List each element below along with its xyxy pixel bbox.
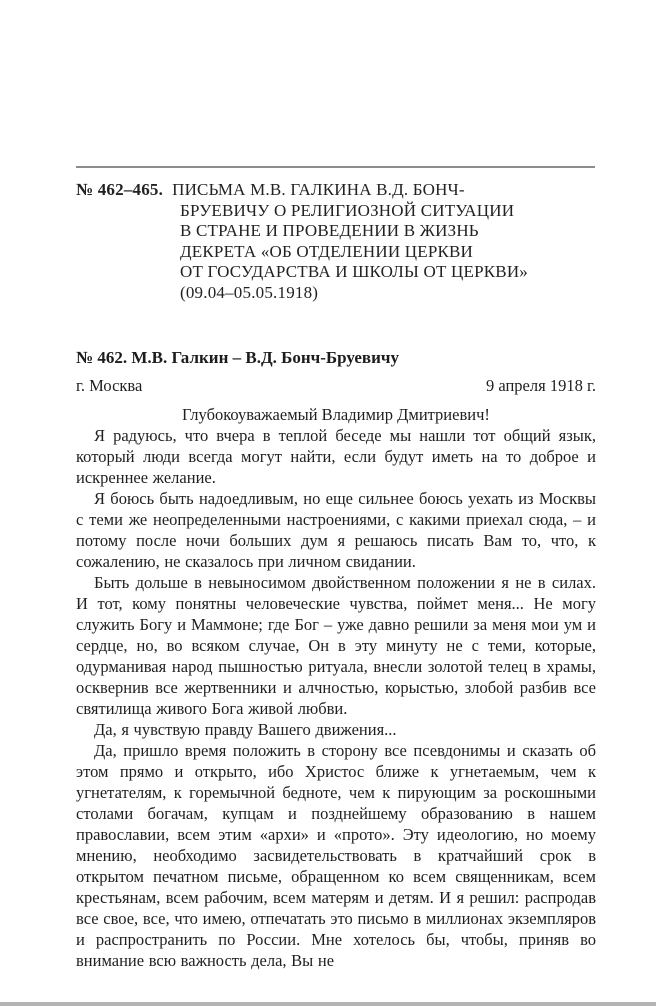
page-content bbox=[76, 0, 596, 971]
letter-paragraph: Да, я чувствую правду Вашего движения... bbox=[94, 720, 397, 739]
letter-paragraph: Да, пришло время положить в сторону все псевдонимы и сказать об этом прямо и открыто, ибо Христос ближе к угнетаемым, чем к угнетателям, к горемычной бедноте, чем к пирующим за роскошными столами богачам, купцам и позднейшему образованию в нашем православии, всем этим «архи» и «прото». Эту идеологию, но моему мнению, необходимо засвидетельствовать в кратчайший срок в открытом печатном письме, обращенном ко всем священникам, всем крестьянам, всем рабочим, всем матерям и детям. И я решил: распродав все свое, все, что имею, отпечатать это письмо в миллионах экземпляров и распространить по России. Мне хотелось бы, чтобы, приняв во внимание всю важность дела, Вы не bbox=[76, 741, 596, 970]
letter-heading: № 462. М.В. Галкин – В.Д. Бонч-Бруевичу bbox=[76, 348, 399, 367]
document-title-line: БРУЕВИЧУ О РЕЛИГИОЗНОЙ СИТУАЦИИ bbox=[180, 200, 515, 220]
section-divider-rule bbox=[76, 166, 595, 168]
document-title-line: В СТРАНЕ И ПРОВЕДЕНИИ В ЖИЗНЬ bbox=[180, 221, 479, 240]
document-date-range: (09.04–05.05.1918) bbox=[180, 282, 319, 302]
letter-dateline bbox=[76, 375, 596, 396]
document-header-line bbox=[76, 180, 596, 201]
letter-date: 9 апреля 1918 г. bbox=[486, 376, 596, 395]
page-bottom-edge bbox=[0, 1002, 656, 1006]
document-number: № 462–465. bbox=[76, 180, 164, 199]
document-title-line: ОТ ГОСУДАРСТВА И ШКОЛЫ ОТ ЦЕРКВИ» bbox=[180, 262, 528, 281]
letter-salutation: Глубокоуважаемый Владимир Дмитриевич! bbox=[182, 405, 490, 424]
letter-body bbox=[76, 425, 596, 971]
document-title-line: ПИСЬМА М.В. ГАЛКИНА В.Д. БОНЧ- bbox=[172, 180, 465, 199]
letter-paragraph: Быть дольше в невыносимом двойственном положении я не в силах. И тот, кому понятны человеческие чувства, поймет меня... Не могу служить Богу и Маммоне; где Бог – уже давно решили за меня мои ум и сердце, но, во всяком случае, Он в эту минуту не с теми, которые, одурманивая народ пышностью ритуала, внесли золотой телец в храмы, осквернив все жертвенники и алчностью, корыстью, злобой разбив все святилища живого Бога живой любви. bbox=[76, 573, 596, 718]
letter-paragraph: Я боюсь быть надоедливым, но еще сильнее боюсь уехать из Москвы с теми же неопределенными настроениями, с какими приехал сюда, – и потому после ночи больших дум я решаюсь писать Вам то, что, к сожалению, не сказалось при личном свидании. bbox=[76, 489, 596, 571]
document-title-line: ДЕКРЕТА «ОБ ОТДЕЛЕНИИ ЦЕРКВИ bbox=[180, 241, 474, 261]
letter-place: г. Москва bbox=[76, 376, 143, 395]
letter-paragraph: Я радуюсь, что вчера в теплой беседе мы нашли тот общий язык, который люди всегда могут найти, если будут иметь на то доброе и искреннее желание. bbox=[76, 426, 596, 487]
document-header bbox=[76, 180, 596, 303]
